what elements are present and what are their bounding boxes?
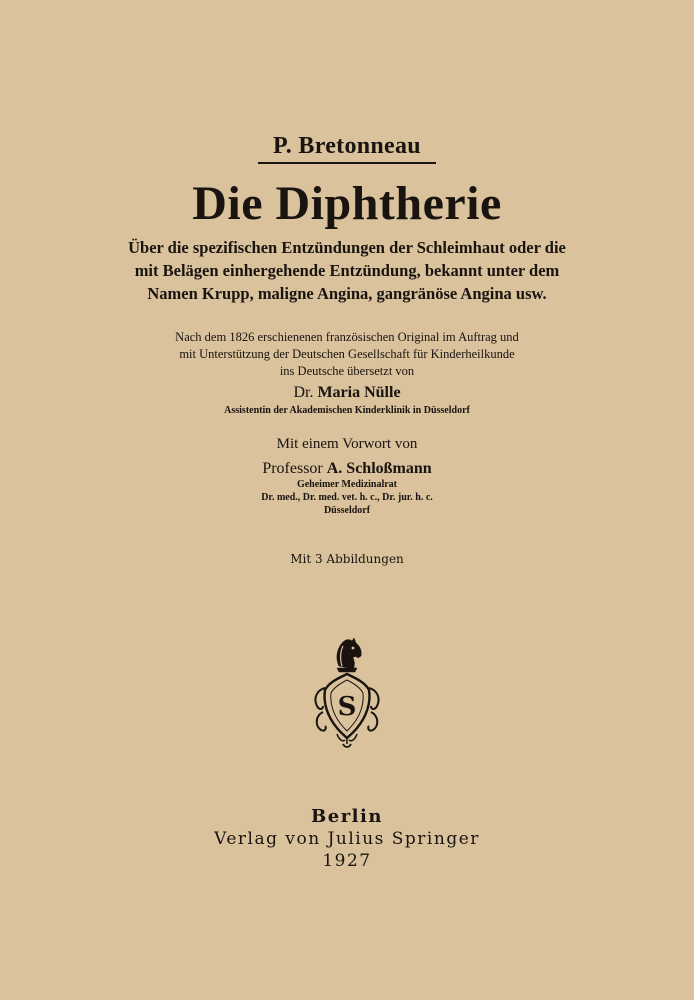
foreword-author-detail-line: Dr. med., Dr. med. vet. h. c., Dr. jur. h. c. <box>261 492 433 503</box>
translator-name <box>0 383 694 403</box>
foreword-author-detail-line: Düsseldorf <box>323 505 371 516</box>
book-title: Die Diphtherie <box>192 177 502 230</box>
foreword-label: Mit einem Vorwort von <box>276 436 418 452</box>
imprint <box>0 806 694 872</box>
foreword-author-name <box>0 459 694 479</box>
translation-note-line: ins Deutsche übersetzt von <box>279 364 415 378</box>
subtitle-line: mit Belägen einhergehende Entzündung, bekannt unter dem <box>134 261 560 280</box>
foreword-author-prefix: Professor <box>262 460 323 477</box>
subtitle-line: Namen Krupp, maligne Angina, gangränöse Angina usw. <box>147 284 547 303</box>
imprint-city: Berlin <box>311 806 383 827</box>
author-name: P. Bretonneau <box>273 133 421 159</box>
book-subtitle <box>0 236 694 305</box>
svg-text:S: S <box>337 692 357 722</box>
imprint-year: 1927 <box>322 851 372 871</box>
author-underline <box>258 162 436 164</box>
translator-affiliation: Assistentin der Akademischen Kinderklinik in Düsseldorf <box>224 405 470 416</box>
translation-note-line: mit Unterstützung der Deutschen Gesellschaft für Kinderheilkunde <box>179 347 515 361</box>
foreword-author-details <box>0 478 694 517</box>
translation-note-line: Nach dem 1826 erschienenen französischen Original im Auftrag und <box>175 330 519 344</box>
foreword-author-surname: A. Schloßmann <box>326 460 432 477</box>
subtitle-line: Über die spezifischen Entzündungen der Schleimhaut oder die <box>128 238 566 257</box>
springer-knight-logo-icon <box>309 636 385 750</box>
imprint-publisher: Verlag von Julius Springer <box>214 829 480 849</box>
translator-prefix: Dr. <box>293 384 314 401</box>
translation-note <box>0 329 694 380</box>
figures-note: Mit 3 Abbildungen <box>290 552 404 566</box>
translator-surname: Maria Nülle <box>317 384 401 401</box>
foreword-author-detail-line: Geheimer Medizinalrat <box>296 479 398 490</box>
